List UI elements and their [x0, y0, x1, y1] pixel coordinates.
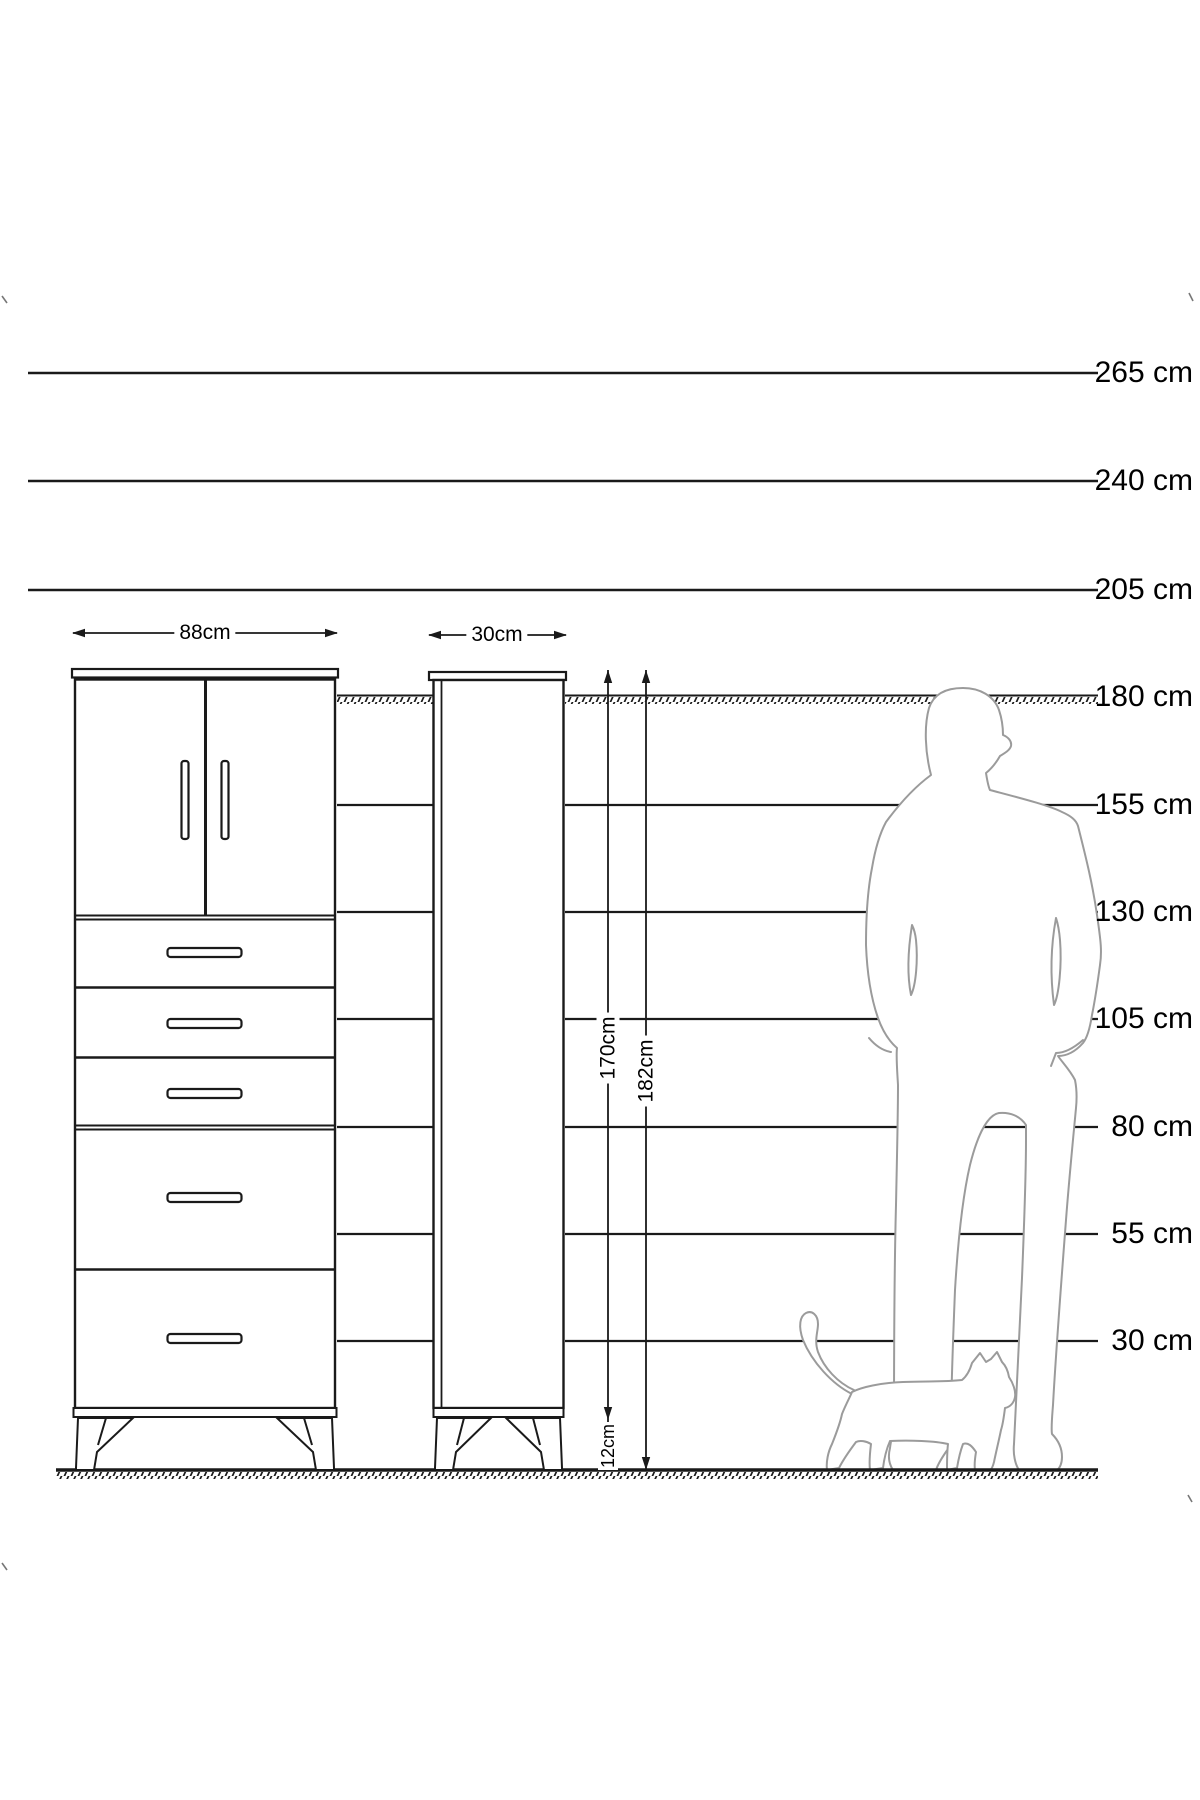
dim-label-leg-height: 12cm: [598, 1423, 618, 1469]
height-label-155: 155 cm: [1094, 788, 1193, 821]
drawer-handle-2: [168, 1019, 242, 1028]
height-label-240: 240 cm: [1094, 464, 1193, 497]
height-label-80: 80 cm: [1111, 1110, 1193, 1143]
front-cabinet-base: [74, 1408, 337, 1417]
height-label-265: 265 cm: [1094, 356, 1193, 389]
side-cabinet-body: [434, 680, 564, 1408]
door-handle-right: [222, 761, 229, 839]
height-label-130: 130 cm: [1094, 895, 1193, 928]
height-label-205: 205 cm: [1094, 573, 1193, 606]
height-label-105: 105 cm: [1094, 1002, 1193, 1035]
dim-label-total-height: 182cm: [635, 1035, 658, 1106]
side-cabinet: [429, 672, 566, 1470]
cat-tail: [800, 1312, 854, 1394]
side-cabinet-base: [434, 1408, 564, 1417]
dim-label-body-height: 170cm: [597, 1012, 620, 1083]
man-pocket-line-left: [869, 1038, 891, 1052]
drawer-handle-4: [168, 1193, 242, 1202]
ground-line: [56, 1470, 1098, 1479]
height-label-30: 30 cm: [1111, 1324, 1193, 1357]
door-handle-left: [182, 761, 189, 839]
dim-label-front-width: 88cm: [174, 621, 235, 645]
dim-label-side-depth: 30cm: [466, 623, 527, 647]
side-cabinet-legs: [435, 1418, 562, 1470]
front-cabinet-top-slab: [72, 669, 338, 678]
drawer-handle-3: [168, 1089, 242, 1098]
front-cabinet-legs: [76, 1418, 334, 1470]
drawer-handle-5: [168, 1334, 242, 1343]
front-cabinet: [72, 669, 338, 1470]
drawer-handle-1: [168, 948, 242, 957]
height-label-55: 55 cm: [1111, 1217, 1193, 1250]
height-label-180: 180 cm: [1094, 680, 1193, 713]
